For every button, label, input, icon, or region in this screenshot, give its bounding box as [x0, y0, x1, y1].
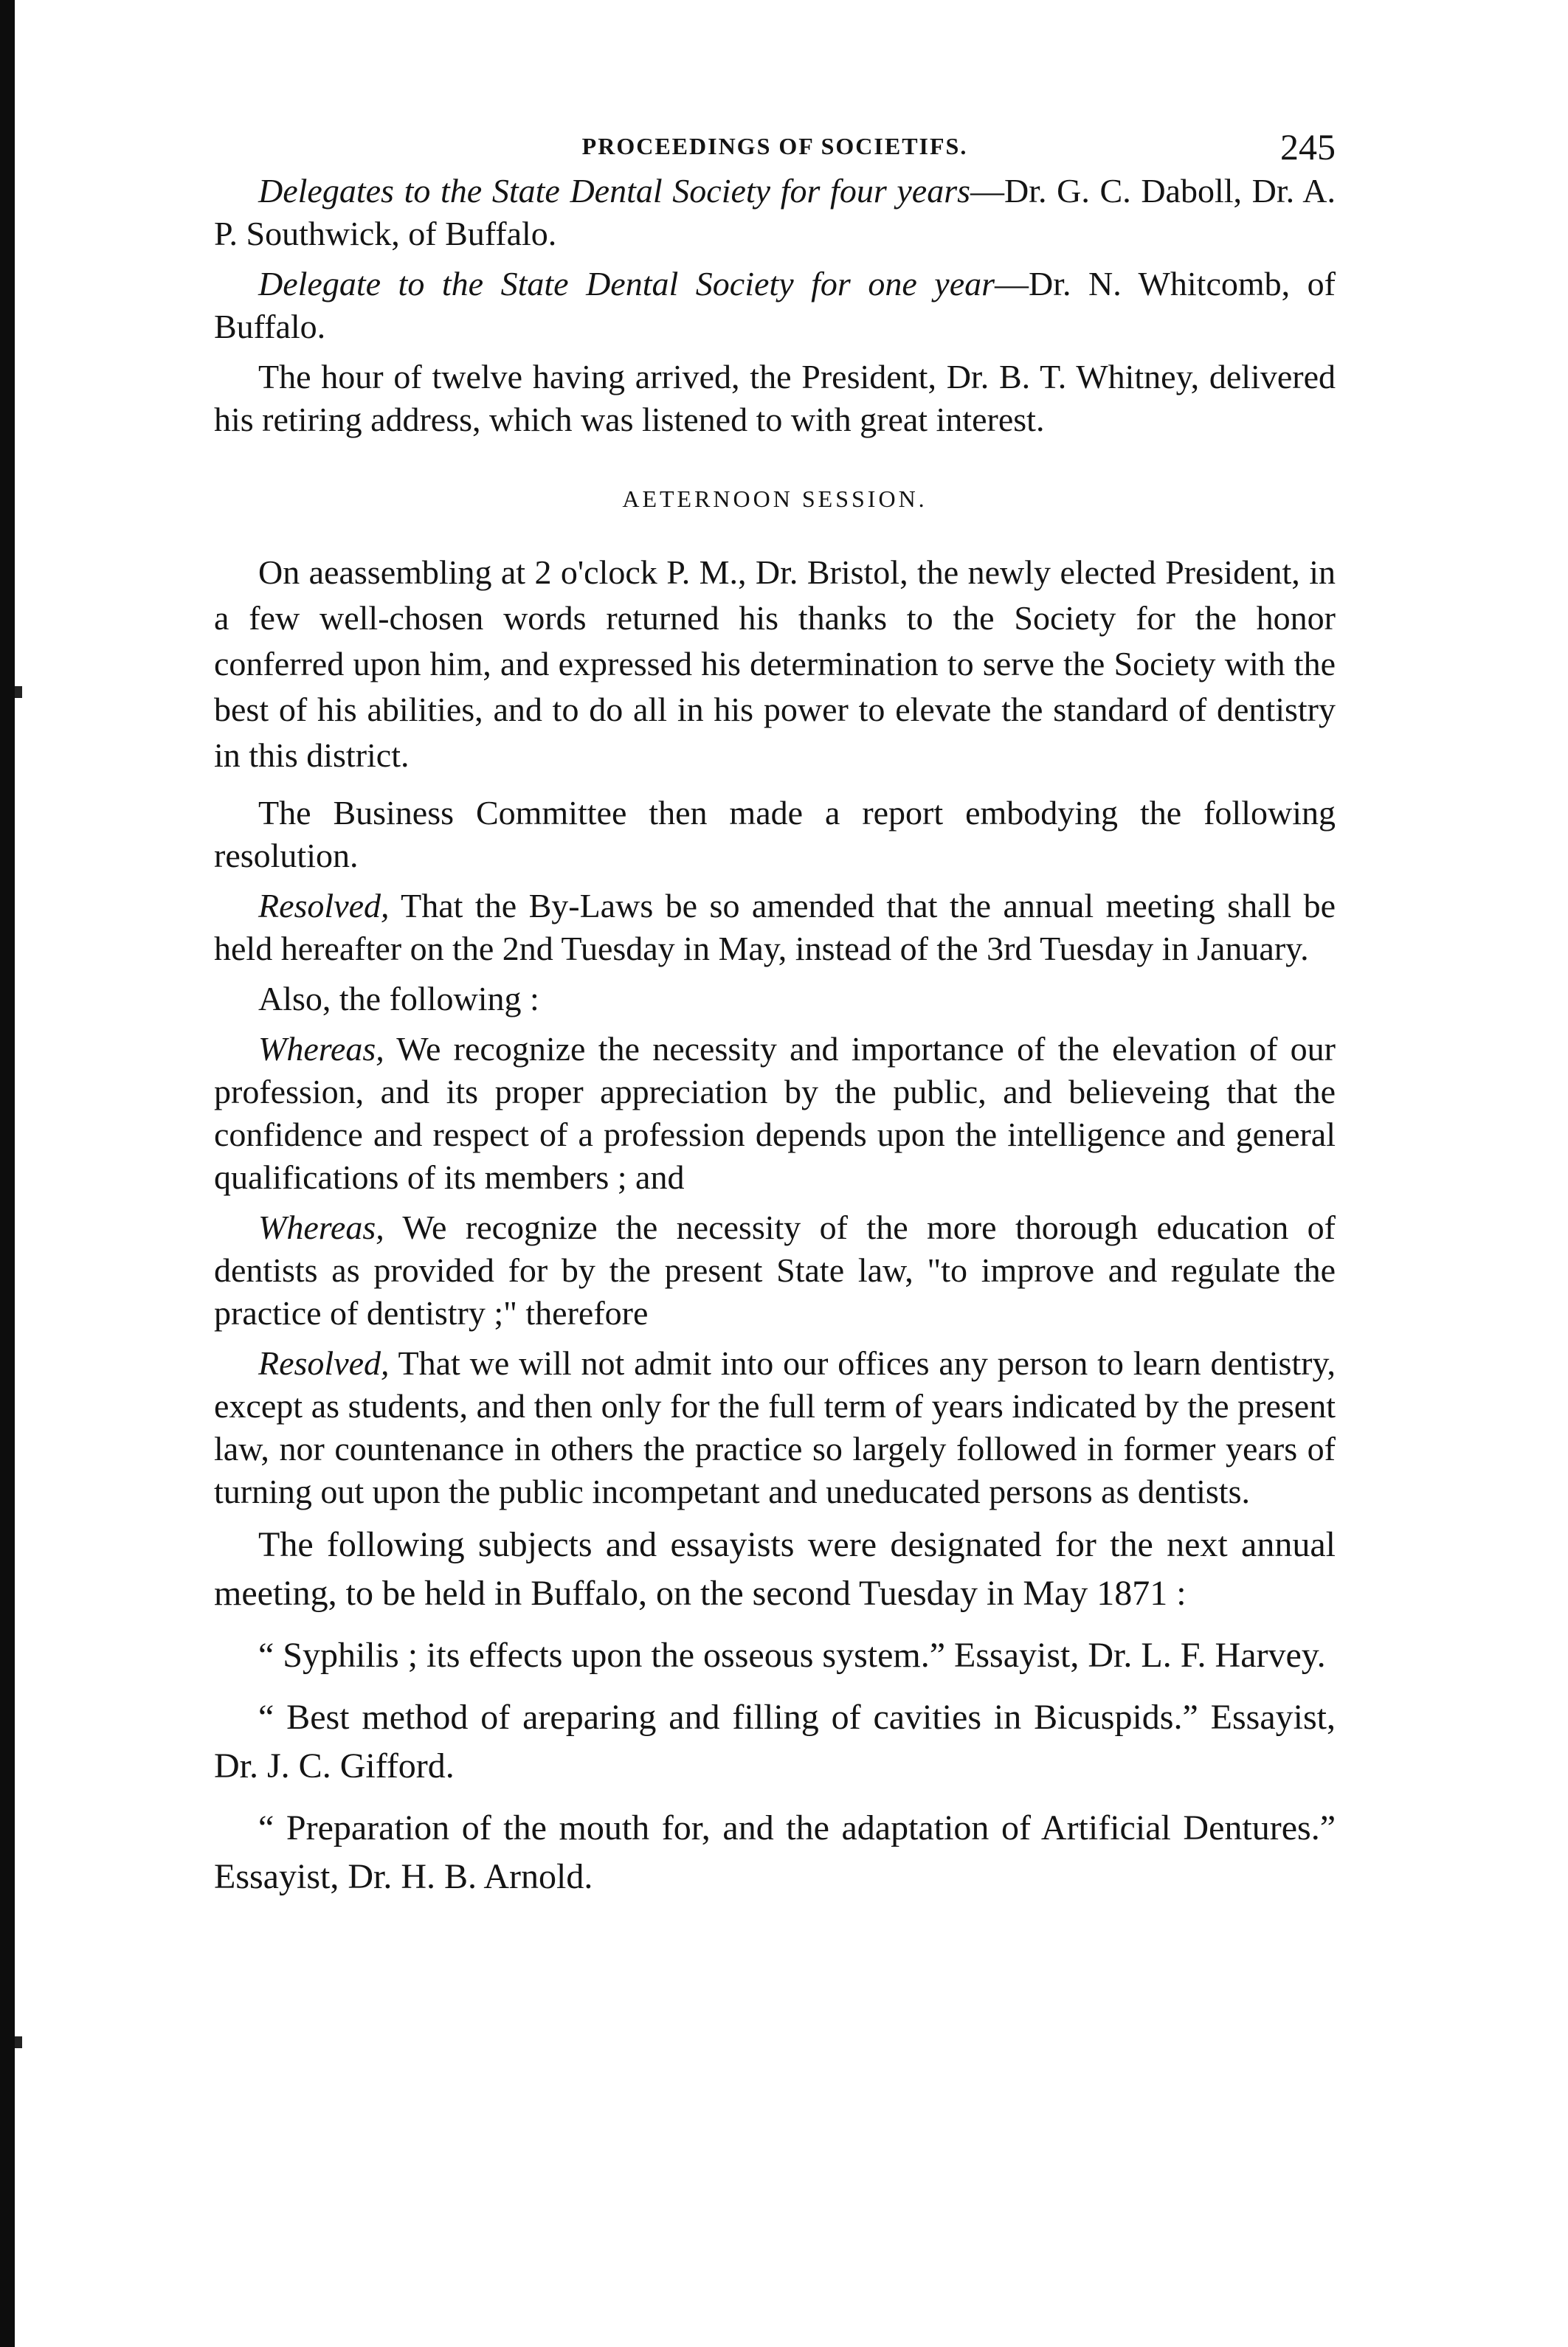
italic-lead: Whereas,	[258, 1209, 384, 1246]
paragraph-text: That the By-Laws be so amended that the annual meeting shall be held hereafter on the 2nd Tuesday in May, instead of the 3rd Tuesday in January.	[214, 887, 1336, 967]
italic-lead: Delegate to the State Dental Society for one year	[258, 265, 995, 303]
italic-lead: Resolved,	[258, 887, 390, 924]
paragraph	[214, 550, 1336, 778]
paragraph-text: “ Preparation of the mouth for, and the adaptation of Artificial Dentures.” Essayist, Dr. H. B. Arnold.	[214, 1808, 1336, 1896]
paragraph-text: —Dr. N. Whitcomb, of Buffalo.	[214, 265, 1336, 345]
paragraph	[214, 1342, 1336, 1513]
paragraph-text: On aeassembling at 2 o'clock P. M., Dr. Bristol, the newly elected President, in a few well-chosen words returned his thanks to the Society for the honor conferred upon him, and expressed his determination to serve the Society with the best of his abilities, and to do all in his power to elevate the standard of dentistry in this district.	[214, 553, 1336, 774]
italic-lead: Resolved,	[258, 1344, 390, 1382]
paragraph	[214, 1693, 1336, 1791]
paragraph	[214, 1804, 1336, 1901]
binding-edge	[0, 0, 15, 2347]
section-heading: AETERNOON SESSION.	[622, 485, 928, 512]
paragraph-text: “ Syphilis ; its effects upon the osseous system.” Essayist, Dr. L. F. Harvey.	[258, 1636, 1326, 1675]
paragraph	[214, 263, 1336, 348]
paragraph	[214, 1521, 1336, 1618]
paragraph-text: Also, the following :	[258, 980, 539, 1017]
scan-mark	[15, 686, 22, 698]
scan-mark	[15, 2036, 22, 2048]
paragraph-text: That we will not admit into our offices any person to learn dentistry, except as students, and then only for the full term of years indicated by the present law, nor countenance in others the practice so largely followed in former years of turning out upon the public incompetant and uneducated persons as dentists.	[214, 1344, 1336, 1510]
italic-lead: Whereas,	[258, 1030, 384, 1068]
paragraph-text: We recognize the necessity of the more thorough education of dentists as provided for by the present State law, "to improve and regulate the practice of dentistry ;" therefore	[214, 1209, 1336, 1332]
book-page	[214, 111, 1336, 1915]
paragraph	[214, 1206, 1336, 1335]
italic-lead: Delegates to the State Dental Society for four years	[258, 172, 971, 210]
paragraph	[214, 356, 1336, 441]
paragraph	[214, 1631, 1336, 1680]
paragraph-text: The following subjects and essayists were designated for the next annual meeting, to be held in Buffalo, on the second Tuesday in May 1871 :	[214, 1525, 1336, 1613]
paragraph	[214, 1028, 1336, 1199]
running-head-title: PROCEEDINGS OF SOCIETIFS.	[581, 133, 968, 159]
paragraph	[214, 792, 1336, 877]
paragraph	[214, 170, 1336, 255]
paragraph-text: We recognize the necessity and importance of the elevation of our profession, and its proper appreciation by the public, and believeing that the confidence and respect of a profession depends upon the intelligence and general qualifications of its members ; and	[214, 1030, 1336, 1196]
running-head	[214, 111, 1336, 170]
paragraph	[214, 885, 1336, 970]
paragraph	[214, 978, 1336, 1020]
page-number: 245	[1280, 126, 1336, 167]
paragraph-text: The hour of twelve having arrived, the President, Dr. B. T. Whitney, delivered his retiring address, which was listened to with great interest.	[214, 358, 1336, 438]
paragraph-text: “ Best method of areparing and filling of cavities in Bicuspids.” Essayist, Dr. J. C. Gifford.	[214, 1698, 1336, 1786]
paragraph-text: The Business Committee then made a report embodying the following resolution.	[214, 794, 1336, 874]
paragraph-text: —Dr. G. C. Daboll, Dr. A. P. Southwick, of Buffalo.	[214, 172, 1336, 252]
